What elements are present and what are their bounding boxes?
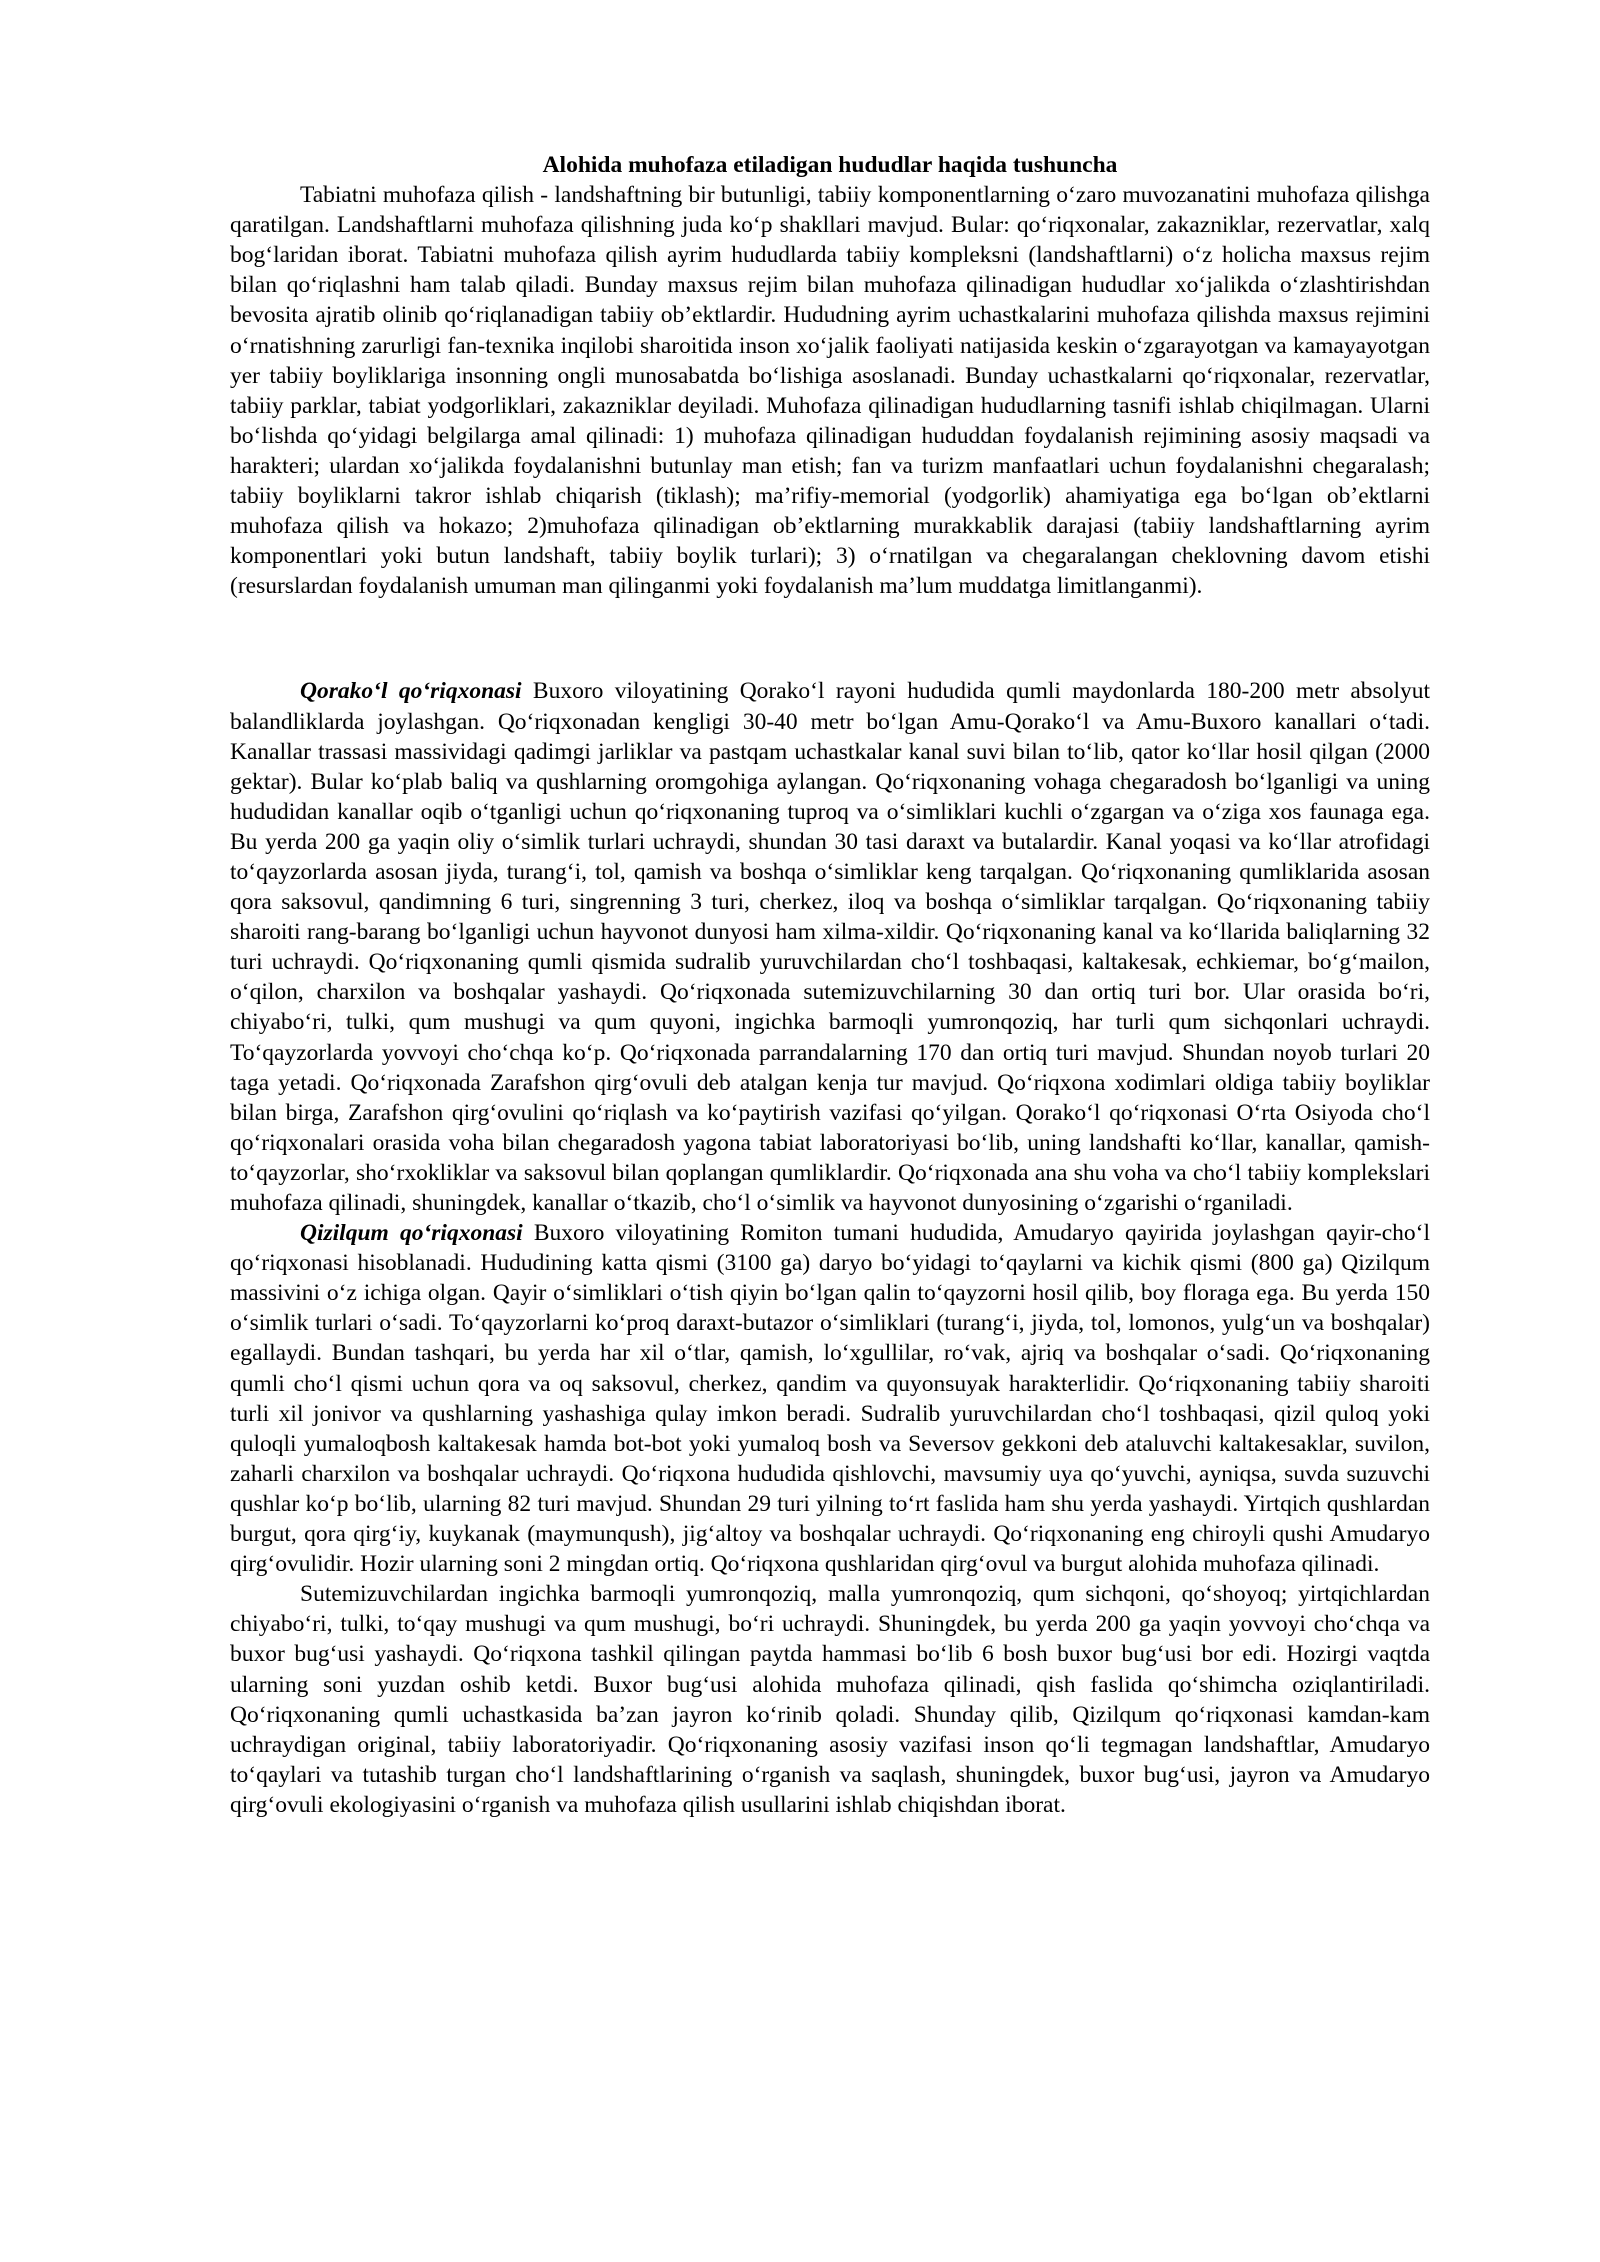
mammals-paragraph: Sutemizuvchilardan ingichka barmoqli yumronqoziq, malla yumronqoziq, qum sichqoni, qo‘shoyoq; yirtqichlardan chiyabo‘ri, tulki, to‘qay mushugi va qum mushugi, bo‘ri uchraydi. Shuningdek, bu yerda 200 ga yaqin yovvoyi cho‘chqa va buxor bug‘usi yashaydi. Qo‘riqxona tashkil qilingan paytda hammasi bo‘lib 6 bosh buxor bug‘usi bor edi. Hozirgi vaqtda ularning soni yuzdan oshib ketdi. Buxor bug‘usi alohida muhofaza qilinadi, qish faslida qo‘shimcha oziqlantiriladi. Qo‘riqxonaning qumli uchastkasida ba’zan jayron ko‘rinib qoladi. Shunday qilib, Qizilqum qo‘riqxonasi kamdan-kam uchraydigan original, tabiiy laboratoriyadir. Qo‘riqxonaning asosiy vazifasi inson qo‘li tegmagan landshaftlar, Amudaryo to‘qaylari va tutashib turgan cho‘l landshaftlarining o‘rganish va saqlash, shuningdek, buxor bug‘usi, jayron va Amudaryo qirg‘ovuli ekologiyasini o‘rganish va muhofaza qilish usullarini ishlab chiqishdan iborat. [230,1581,1430,1818]
document-page [230,150,1430,1820]
document-title: Alohida muhofaza etiladigan hududlar haqida tushuncha [542,152,1118,178]
qizilqum-lead: Qizilqum qo‘riqxonasi [300,1220,523,1247]
qorakol-lead: Qorako‘l qo‘riqxonasi [300,678,522,705]
qizilqum-paragraph [230,1218,1430,1579]
qorakol-paragraph [230,676,1430,1218]
qorakol-text: Buxoro viloyatining Qorako‘l rayoni hududida qumli maydonlarda 180-200 metr absolyut balandliklarda joylashgan. Qo‘riqxonadan kengligi 30-40 metr bo‘lgan Amu-Qorako‘l va Amu-Buxoro kanallari o‘tadi. Kanallar trassasi massividagi qadimgi jarliklar va pastqam uchastkalar kanal suvi bilan to‘lib, qator ko‘llar hosil qilgan (2000 gektar). Bular ko‘plab baliq va qushlarning oromgohiga aylangan. Qo‘riqxonaning vohaga chegaradosh bo‘lganligi va uning hududidan kanallar oqib o‘tganligi uchun qo‘riqxonaning tuproq va o‘simliklari kuchli o‘zgargan va o‘ziga xos faunaga ega. Bu yerda 200 ga yaqin oliy o‘simlik turlari uchraydi, shundan 30 tasi daraxt va butalardir. Kanal yoqasi va ko‘llar atrofidagi to‘qayzorlarda asosan jiyda, turang‘i, tol, qamish va boshqa o‘simliklar keng tarqalgan. Qo‘riqxonaning qumliklarida asosan qora saksovul, qandimning 6 turi, singrenning 3 turi, cherkez, iloq va boshqa o‘simliklar tarqalgan. Qo‘riqxonaning tabiiy sharoiti rang-barang bo‘lganligi uchun hayvonot dunyosi ham xilma-xildir. Qo‘riqxonaning kanal va ko‘llarida baliqlarning 32 turi uchraydi. Qo‘riqxonaning qumli qismida sudralib yuruvchilardan cho‘l toshbaqasi, kaltakesak, echkiemar, bo‘g‘mailon, o‘qilon, charxilon va boshqalar yashaydi. Qo‘riqxonada sutemizuvchilarning 30 dan ortiq turi bor. Ular orasida bo‘ri, chiyabo‘ri, tulki, qum mushugi va qum quyoni, ingichka barmoqli yumronqoziq, har turli qum sichqonlari uchraydi. To‘qayzorlarda yovvoyi cho‘chqa ko‘p. Qo‘riqxonada parrandalarning 170 dan ortiq turi mavjud. Shundan noyob turlari 20 taga yetadi. Qo‘riqxonada Zarafshon qirg‘ovuli deb atalgan kenja tur mavjud. Qo‘riqxona xodimlari oldiga tabiiy boyliklar bilan birga, Zarafshon qirg‘ovulini qo‘riqlash va ko‘paytirish vazifasi qo‘yilgan. Qorako‘l qo‘riqxonasi O‘rta Osiyoda cho‘l qo‘riqxonalari orasida voha bilan chegaradosh yagona tabiat laboratoriyasi bo‘lib, uning landshafti ko‘llar, kanallar, qamish-to‘qayzorlar, sho‘rxokliklar va saksovul bilan qoplangan qumliklardir. Qo‘riqxonada ana shu voha va cho‘l tabiiy komplekslari muhofaza qilinadi, shuningdek, kanallar o‘tkazib, cho‘l o‘simlik va hayvonot dunyosining o‘zgarishi o‘rganiladi. [230,678,1430,1216]
qizilqum-text: Buxoro viloyatining Romiton tumani hududida, Amudaryo qayirida joylashgan qayir-cho‘l qo‘riqxonasi hisoblanadi. Hududining katta qismi (3100 ga) daryo bo‘yidagi to‘qaylarni va kichik qismi (800 ga) Qizilqum massivini o‘z ichiga olgan. Qayir o‘simliklari o‘tish qiyin bo‘lgan qalin to‘qayzorni hosil qilib, boy floraga ega. Bu yerda 150 o‘simlik turlari o‘sadi. To‘qayzorlarni ko‘proq daraxt-butazor o‘simliklari (turang‘i, jiyda, tol, lomonos, yulg‘un va boshqalar) egallaydi. Bundan tashqari, bu yerda har xil o‘tlar, qamish, lo‘xgullilar, ro‘vak, ajriq va boshqalar o‘sadi. Qo‘riqxonaning qumli cho‘l qismi uchun qora va oq saksovul, cherkez, qandim va quyonsuyak harakterlidir. Qo‘riqxonaning tabiiy sharoiti turli xil jonivor va qushlarning yashashiga qulay imkon beradi. Sudralib yuruvchilardan cho‘l toshbaqasi, qizil quloq yoki quloqli yumaloqbosh kaltakesak hamda bot-bot yoki yumaloq bosh va Seversov gekkoni deb ataluvchi kaltakesaklar, suvilon, zaharli charxilon va boshqalar uchraydi. Qo‘riqxona hududida qishlovchi, mavsumiy uya qo‘yuvchi, ayniqsa, suvda suzuvchi qushlar ko‘p bo‘lib, ularning 82 turi mavjud. Shundan 29 turi yilning to‘rt faslida ham shu yerda yashaydi. Yirtqich qushlardan burgut, qora qirg‘iy, kuykanak (maymunqush), jig‘altoy va boshqalar uchraydi. Qo‘riqxonaning eng chiroyli qushi Amudaryo qirg‘ovulidir. Hozir ularning soni 2 mingdan ortiq. Qo‘riqxona qushlaridan qirg‘ovul va burgut alohida muhofaza qilinadi. [230,1220,1430,1578]
intro-paragraph: Tabiatni muhofaza qilish - landshaftning bir butunligi, tabiiy komponentlarning o‘zaro muvozanatini muhofaza qilishga qaratilgan. Landshaftlarni muhofaza qilishning juda ko‘p shakllari mavjud. Bular: qo‘riqxonalar, zakazniklar, rezervatlar, xalq bog‘laridan iborat. Tabiatni muhofaza qilish ayrim hududlarda tabiiy kompleksni (landshaftlarni) o‘z holicha maxsus rejim bilan qo‘riqlashni ham talab qiladi. Bunday maxsus rejim bilan muhofaza qilinadigan hududlar xo‘jalikda o‘zlashtirishdan bevosita ajratib olinib qo‘riqlanadigan tabiiy ob’ektlardir. Hududning ayrim uchastkalarini muhofaza qilishda maxsus rejimini o‘rnatishning zarurligi fan-texnika inqilobi sharoitida inson xo‘jalik faoliyati natijasida keskin o‘zgarayotgan va kamayayotgan yer tabiiy boyliklariga insonning ongli munosabatda bo‘lishiga asoslanadi. Bunday uchastkalarni qo‘riqxonalar, rezervatlar, tabiiy parklar, tabiat yodgorliklari, zakazniklar deyiladi. Muhofaza qilinadigan hududlarning tasnifi ishlab chiqilmagan. Ularni bo‘lishda qo‘yidagi belgilarga amal qilinadi: 1) muhofaza qilinadigan hududdan foydalanish rejimining asosiy maqsadi va harakteri; ulardan xo‘jalikda foydalanishni butunlay man etish; fan va turizm manfaatlari uchun foydalanishni chegaralash; tabiiy boyliklarni takror ishlab chiqarish (tiklash); ma’rifiy-memorial (yodgorlik) ahamiyatiga ega bo‘lgan ob’ektlarni muhofaza qilish va hokazo; 2)muhofaza qilinadigan ob’ektlarning murakkablik darajasi (tabiiy landshaftlarning ayrim komponentlari yoki butun landshaft, tabiiy boylik turlari); 3) o‘rnatilgan va chegaralangan cheklovning davom etishi (resurslardan foydalanish umuman man qilinganmi yoki foydalanish ma’lum muddatga limitlanganmi). [230,182,1430,600]
